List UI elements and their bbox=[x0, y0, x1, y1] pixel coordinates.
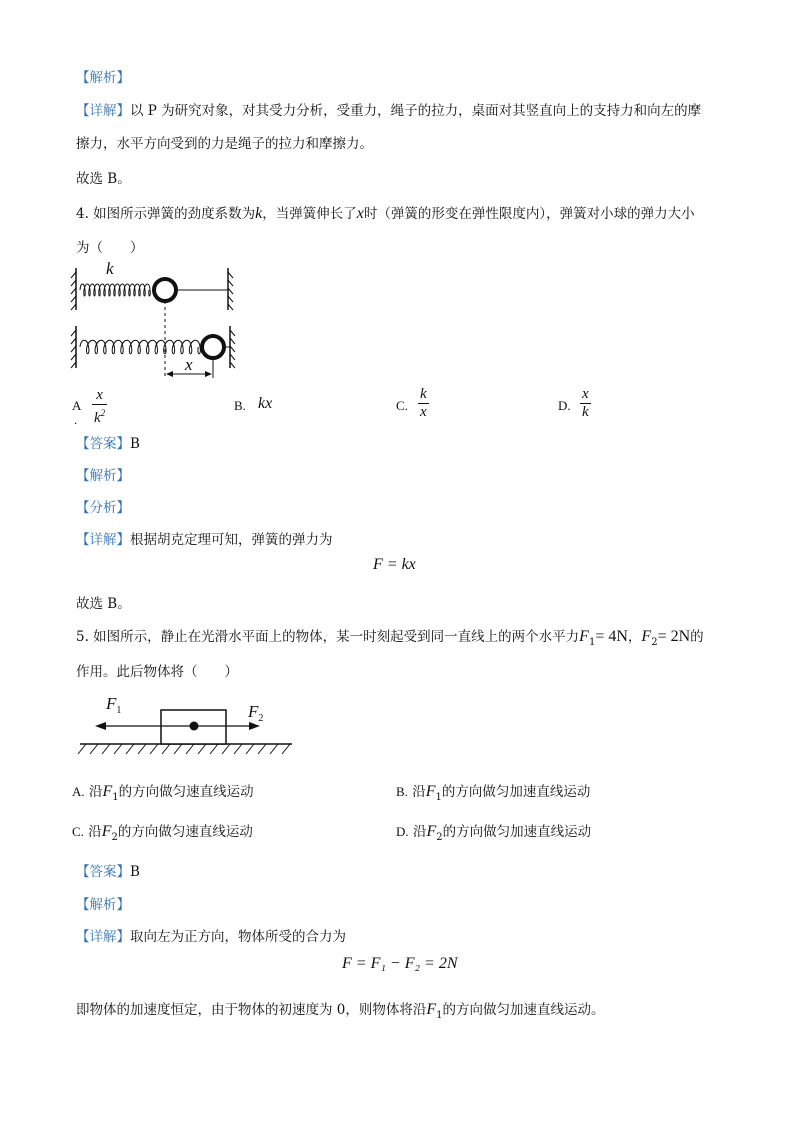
detail-line-1: 以 P 为研究对象，对其受力分析，受重力，绳子的拉力，桌面对其竖直向上的支持力和向左的摩 bbox=[130, 103, 702, 119]
q5-option-c: C. 沿$F_2$的方向做匀速直线运动 bbox=[72, 823, 253, 843]
q5-conclusion: 即物体的加速度恒定，由于物体的初速度为 0，则物体将沿$F_1$的方向做匀加速直线运动。 bbox=[76, 1001, 605, 1021]
conclusion: 故选 B。 bbox=[76, 171, 131, 187]
detail-tag: 【详解】 bbox=[76, 929, 130, 945]
fenxi-tag: 【分析】 bbox=[76, 500, 130, 516]
option-b-value: kx bbox=[258, 395, 273, 412]
answer-value: B bbox=[130, 864, 140, 880]
q4-stem-line-1: 4. 如图所示弹簧的劲度系数为k，当弹簧伸长了x时（弹簧的形变在弹性限度内），弹簧对小球的弹力大小 bbox=[76, 205, 695, 222]
figure-label-f2: $F_2$ bbox=[248, 702, 264, 724]
option-c-fraction: $\frac{k}{x}$ bbox=[420, 386, 427, 420]
answer-value: B bbox=[130, 436, 140, 452]
figure-label-f1: $F_1$ bbox=[106, 694, 122, 716]
q5-answer bbox=[76, 860, 140, 880]
f2-value: = 2N bbox=[657, 628, 691, 645]
figure-label-k: k bbox=[106, 259, 114, 278]
answer-tag: 【答案】 bbox=[76, 436, 130, 452]
detail-tag: 【详解】 bbox=[76, 103, 130, 119]
q4-conclusion: 故选 B。 bbox=[76, 596, 131, 612]
q5-detail: 【详解】取向左为正方向，物体所受的合力为 bbox=[76, 929, 346, 945]
answer-tag: 【答案】 bbox=[76, 864, 130, 880]
q4-equation: F = kx bbox=[373, 556, 416, 573]
q5-option-d: D. 沿$F_2$的方向做匀加速直线运动 bbox=[396, 823, 592, 843]
option-d-fraction: $\frac{x}{k}$ bbox=[582, 386, 589, 420]
q5-option-a: A. 沿$F_1$的方向做匀速直线运动 bbox=[72, 783, 254, 803]
figure-label-x: x bbox=[185, 355, 193, 374]
q5-equation: F = F₁ − F₂ = 2N bbox=[342, 955, 458, 972]
q4-detail: 【详解】根据胡克定理可知，弹簧的弹力为 bbox=[76, 532, 333, 548]
analysis-tag: 【解析】 bbox=[76, 70, 130, 86]
option-c-label: C. bbox=[396, 398, 408, 413]
option-d-label: D. bbox=[558, 398, 571, 413]
analysis-tag: 【解析】 bbox=[76, 897, 130, 913]
q5-stem-line-2: 作用。此后物体将（ ） bbox=[76, 664, 238, 680]
analysis-tag: 【解析】 bbox=[76, 468, 130, 484]
detail-tag: 【详解】 bbox=[76, 532, 130, 548]
detail-line-2: 擦力，水平方向受到的力是绳子的拉力和摩擦力。 bbox=[76, 136, 373, 152]
option-b-label: B. bbox=[234, 398, 246, 413]
q5-stem-line-1: 5. 如图所示，静止在光滑水平面上的物体，某一时刻起受到同一直线上的两个水平力$F_1= 4N$，$F_2= 2N$的 bbox=[76, 628, 704, 648]
f1-value: = 4N bbox=[595, 628, 628, 645]
option-a-label: A bbox=[72, 398, 82, 413]
option-a-fraction: $\frac{x}{k^2}$ bbox=[94, 387, 106, 426]
option-a-dot: . bbox=[74, 412, 78, 427]
q4-stem-line-2: 为（ ） bbox=[76, 240, 144, 256]
var-x: x bbox=[356, 205, 364, 222]
var-k: k bbox=[255, 205, 263, 222]
q5-option-b: B. 沿$F_1$的方向做匀加速直线运动 bbox=[396, 783, 591, 803]
